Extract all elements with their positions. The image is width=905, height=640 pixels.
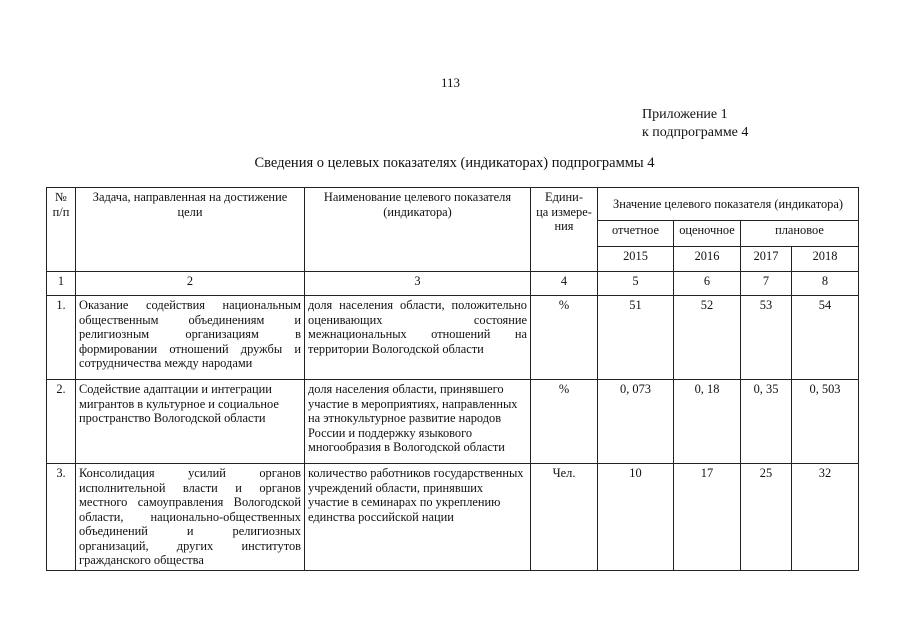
page-number: 113 xyxy=(441,75,461,90)
value-cell: 53 xyxy=(741,296,792,380)
appendix-line-2: к подпрограмме 4 xyxy=(642,125,749,140)
indicator-cell: доля населения области, положительно оценивающих состояние межнациональных отношений на территории Вологодской области xyxy=(305,296,531,380)
value-cell: 0, 18 xyxy=(674,380,741,464)
header-year-2016: 2016 xyxy=(674,247,741,272)
header-year-2017: 2017 xyxy=(741,247,792,272)
value-cell: 54 xyxy=(792,296,859,380)
appendix-line-1: Приложение 1 xyxy=(642,107,728,122)
unit-cell: Чел. xyxy=(531,464,598,571)
indicators-table xyxy=(46,187,859,571)
column-number: 1 xyxy=(47,272,76,296)
value-cell: 17 xyxy=(674,464,741,571)
row-number: 2. xyxy=(47,380,76,464)
appendix-note xyxy=(642,106,748,142)
indicator-cell: доля населения области, принявшего участие в мероприятиях, направленных на этнокультурное развитие народов России и поддержку языкового многообразия в Вологодской области xyxy=(305,380,531,464)
column-number: 5 xyxy=(598,272,674,296)
column-number: 4 xyxy=(531,272,598,296)
value-cell: 25 xyxy=(741,464,792,571)
value-cell: 52 xyxy=(674,296,741,380)
task-cell: Оказание содействия национальным общественным объединениям и религиозным организациям в формировании отношений дружбы и сотрудничества между народами xyxy=(76,296,305,380)
indicator-cell: количество работников государственных учреждений области, принявших участие в семинарах по укреплению единства российской нации xyxy=(305,464,531,571)
header-year-2018: 2018 xyxy=(792,247,859,272)
value-cell: 0, 503 xyxy=(792,380,859,464)
column-number: 3 xyxy=(305,272,531,296)
table-row xyxy=(47,464,859,571)
header-number: № п/п xyxy=(47,188,76,272)
header-unit: Едини- ца измере- ния xyxy=(531,188,598,272)
column-numbers-row xyxy=(47,272,859,296)
unit-cell: % xyxy=(531,296,598,380)
column-number: 2 xyxy=(76,272,305,296)
task-cell: Содействие адаптации и интеграции мигрантов в культурное и социальное пространство Вологодской области xyxy=(76,380,305,464)
column-number: 7 xyxy=(741,272,792,296)
unit-cell: % xyxy=(531,380,598,464)
row-number: 1. xyxy=(47,296,76,380)
table-row xyxy=(47,380,859,464)
document-title: Сведения о целевых показателях (индикаторах) подпрограммы 4 xyxy=(254,155,655,171)
value-cell: 32 xyxy=(792,464,859,571)
header-estimated: оценочное xyxy=(674,221,741,247)
column-number: 8 xyxy=(792,272,859,296)
value-cell: 0, 073 xyxy=(598,380,674,464)
header-value: Значение целевого показателя (индикатора) xyxy=(598,188,859,221)
row-number: 3. xyxy=(47,464,76,571)
header-task: Задача, направленная на достижение цели xyxy=(76,188,305,272)
table-row xyxy=(47,296,859,380)
header-indicator: Наименование целевого показателя (индикатора) xyxy=(305,188,531,272)
header-year-2015: 2015 xyxy=(598,247,674,272)
column-number: 6 xyxy=(674,272,741,296)
header-reported: отчетное xyxy=(598,221,674,247)
header-planned: плановое xyxy=(741,221,859,247)
value-cell: 0, 35 xyxy=(741,380,792,464)
value-cell: 51 xyxy=(598,296,674,380)
task-cell: Консолидация усилий органов исполнительной власти и органов местного самоуправления Вологодской области, национально-общественных объединений и религиозных организаций, других институтов гражданского общества xyxy=(76,464,305,571)
value-cell: 10 xyxy=(598,464,674,571)
